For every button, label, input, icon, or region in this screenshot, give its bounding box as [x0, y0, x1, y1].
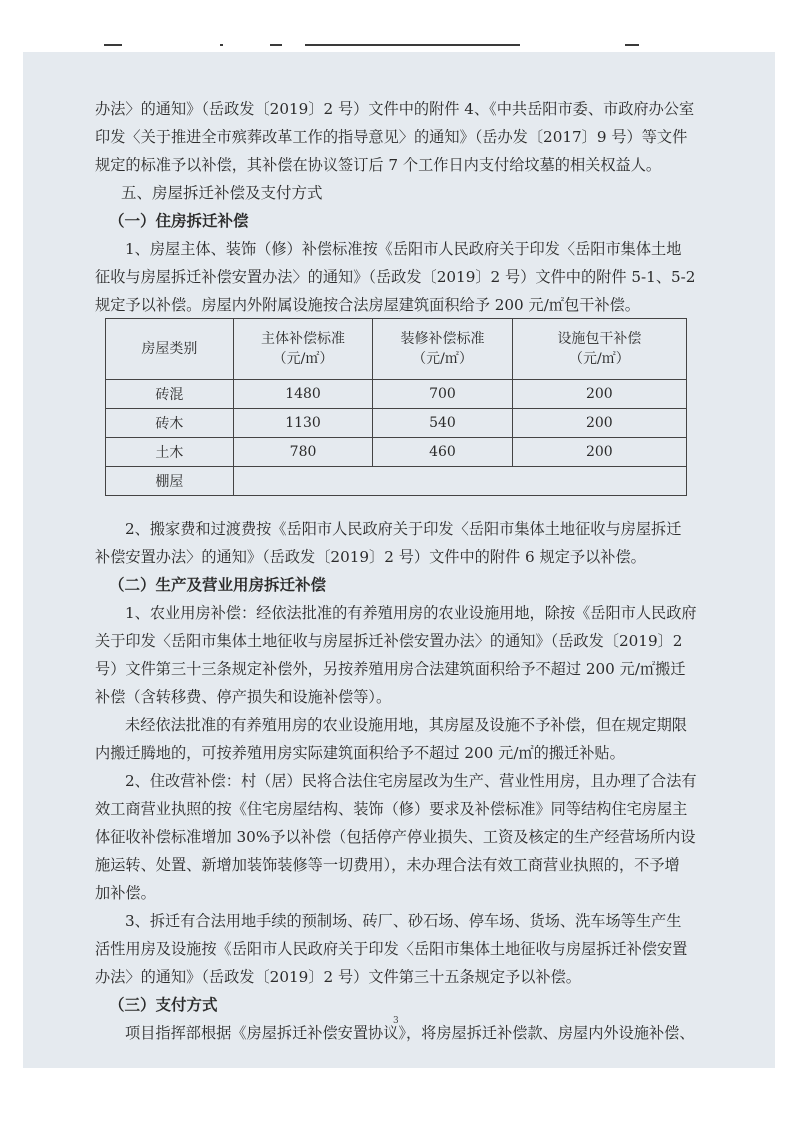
header-decoration-standard: 装修补偿标准 （元/㎡）: [373, 319, 512, 380]
text-line: 活性用房及设施按《岳阳市人民政府关于印发〈岳阳市集体土地征收与房屋拆迁补偿安置: [95, 940, 688, 958]
cell-empty-merged: [233, 467, 686, 496]
cell-decoration: 540: [373, 409, 512, 438]
cell-type: 棚屋: [106, 467, 234, 496]
document-body: [95, 95, 710, 1047]
text-line: 体征收补偿标准增加 30%予以补偿（包括停产停业损失、工资及核定的生产经营场所内设: [95, 828, 696, 846]
table-row: [106, 409, 687, 438]
cell-main: 1130: [233, 409, 372, 438]
text-line: 补偿（含转移费、停产损失和设施补偿等）。: [95, 688, 392, 706]
text-line: 3、拆迁有合法用地手续的预制场、砖厂、砂石场、停车场、货场、洗车场等生产生: [125, 912, 682, 930]
text-line: 2、住改营补偿：村（居）民将合法住宅房屋改为生产、营业性用房，且办理了合法有: [125, 772, 697, 790]
cell-facility: 200: [512, 380, 686, 409]
text-line: 施运转、处置、新增加装饰装修等一切费用），未办理合法有效工商营业执照的，不予增: [95, 856, 680, 874]
text-line: 规定予以补偿。房屋内外附属设施按合法房屋建筑面积给予 200 元/㎡包干补偿。: [95, 296, 640, 314]
text-line: 1、农业用房补偿：经依法批准的有养殖用房的农业设施用地，除按《岳阳市人民政府: [125, 604, 697, 622]
header-house-type: 房屋类别: [106, 319, 234, 380]
subsection-heading: （三）支付方式: [109, 996, 218, 1014]
cell-type: 砖木: [106, 409, 234, 438]
scan-top-margin: [0, 0, 793, 52]
header-facility-compensation: 设施包干补偿 （元/㎡）: [512, 319, 686, 380]
page-number: 3: [393, 1016, 399, 1026]
paragraph-unapproved-agri: [95, 711, 710, 767]
paragraph-payment: [95, 1019, 710, 1047]
text-line: 办法〉的通知》（岳政发〔2019〕2 号）文件第三十五条规定予以补偿。: [95, 968, 581, 986]
table-row: [106, 380, 687, 409]
scan-artifact-mark: [220, 44, 223, 46]
subsection-heading: （二）生产及营业用房拆迁补偿: [109, 576, 327, 594]
text-line: 项目指挥部根据《房屋拆迁补偿安置协议》，将房屋拆迁补偿款、房屋内外设施补偿、: [125, 1024, 695, 1042]
scan-artifact-mark: [625, 44, 639, 46]
text-line: 补偿安置办法〉的通知》（岳政发〔2019〕2 号）文件中的附件 6 规定予以补偿。: [95, 548, 646, 566]
scan-artifact-mark: [104, 44, 122, 46]
text-line: 印发〈关于推进全市殡葬改革工作的指导意见〉的通知》（岳办发〔2017〕9 号）等文件: [95, 128, 688, 146]
paragraph-production-facilities: [95, 907, 710, 991]
table-row: [106, 438, 687, 467]
cell-decoration: 700: [373, 380, 512, 409]
table-row: [106, 467, 687, 496]
scan-artifact-mark: [270, 44, 282, 46]
cell-type: 砖混: [106, 380, 234, 409]
subsection-heading: （一）住房拆迁补偿: [109, 212, 249, 230]
paragraph-item-1: [95, 235, 710, 319]
text-line: 关于印发〈岳阳市集体土地征收与房屋拆迁补偿安置办法〉的通知》（岳政发〔2019〕2: [95, 632, 683, 650]
table-header-row: [106, 319, 687, 380]
cell-facility: 200: [512, 409, 686, 438]
paragraph-agri-housing: [95, 599, 710, 711]
cell-main: 780: [233, 438, 372, 467]
cell-type: 土木: [106, 438, 234, 467]
text-line: 2、搬家费和过渡费按《岳阳市人民政府关于印发〈岳阳市集体土地征收与房屋拆迁: [125, 520, 682, 538]
header-main-standard: 主体补偿标准 （元/㎡）: [233, 319, 372, 380]
cell-main: 1480: [233, 380, 372, 409]
cell-decoration: 460: [373, 438, 512, 467]
text-line: 办法〉的通知》（岳政发〔2019〕2 号）文件中的附件 4、《中共岳阳市委、市政府办公室: [95, 100, 695, 118]
text-line: 未经依法批准的有养殖用房的农业设施用地，其房屋及设施不予补偿，但在规定期限: [125, 716, 687, 734]
paragraph-item-2: [95, 515, 710, 571]
section-heading: 五、房屋拆迁补偿及支付方式: [121, 184, 323, 202]
text-line: 内搬迁腾地的，可按养殖用房实际建筑面积给予不超过 200 元/㎡的搬迁补贴。: [95, 744, 625, 762]
text-line: 加补偿。: [95, 884, 156, 902]
text-line: 征收与房屋拆迁补偿安置办法〉的通知》（岳政发〔2019〕2 号）文件中的附件 5-1、5-2: [95, 268, 696, 286]
scan-artifact-mark: [305, 44, 520, 46]
paragraph-residence-to-business: [95, 767, 710, 907]
text-line: 规定的标准予以补偿，其补偿在协议签订后 7 个工作日内支付给坟墓的相关权益人。: [95, 156, 662, 174]
cell-facility: 200: [512, 438, 686, 467]
intro-paragraph: [95, 95, 710, 179]
text-line: 1、房屋主体、装饰（修）补偿标准按《岳阳市人民政府关于印发〈岳阳市集体土地: [125, 240, 682, 258]
text-line: 效工商营业执照的按《住宅房屋结构、装饰（修）要求及补偿标准》同等结构住宅房屋主: [95, 800, 688, 818]
compensation-table: [105, 318, 687, 496]
text-line: 号）文件第三十三条规定补偿外，另按养殖用房合法建筑面积给予不超过 200 元/㎡搬迁: [95, 660, 686, 678]
